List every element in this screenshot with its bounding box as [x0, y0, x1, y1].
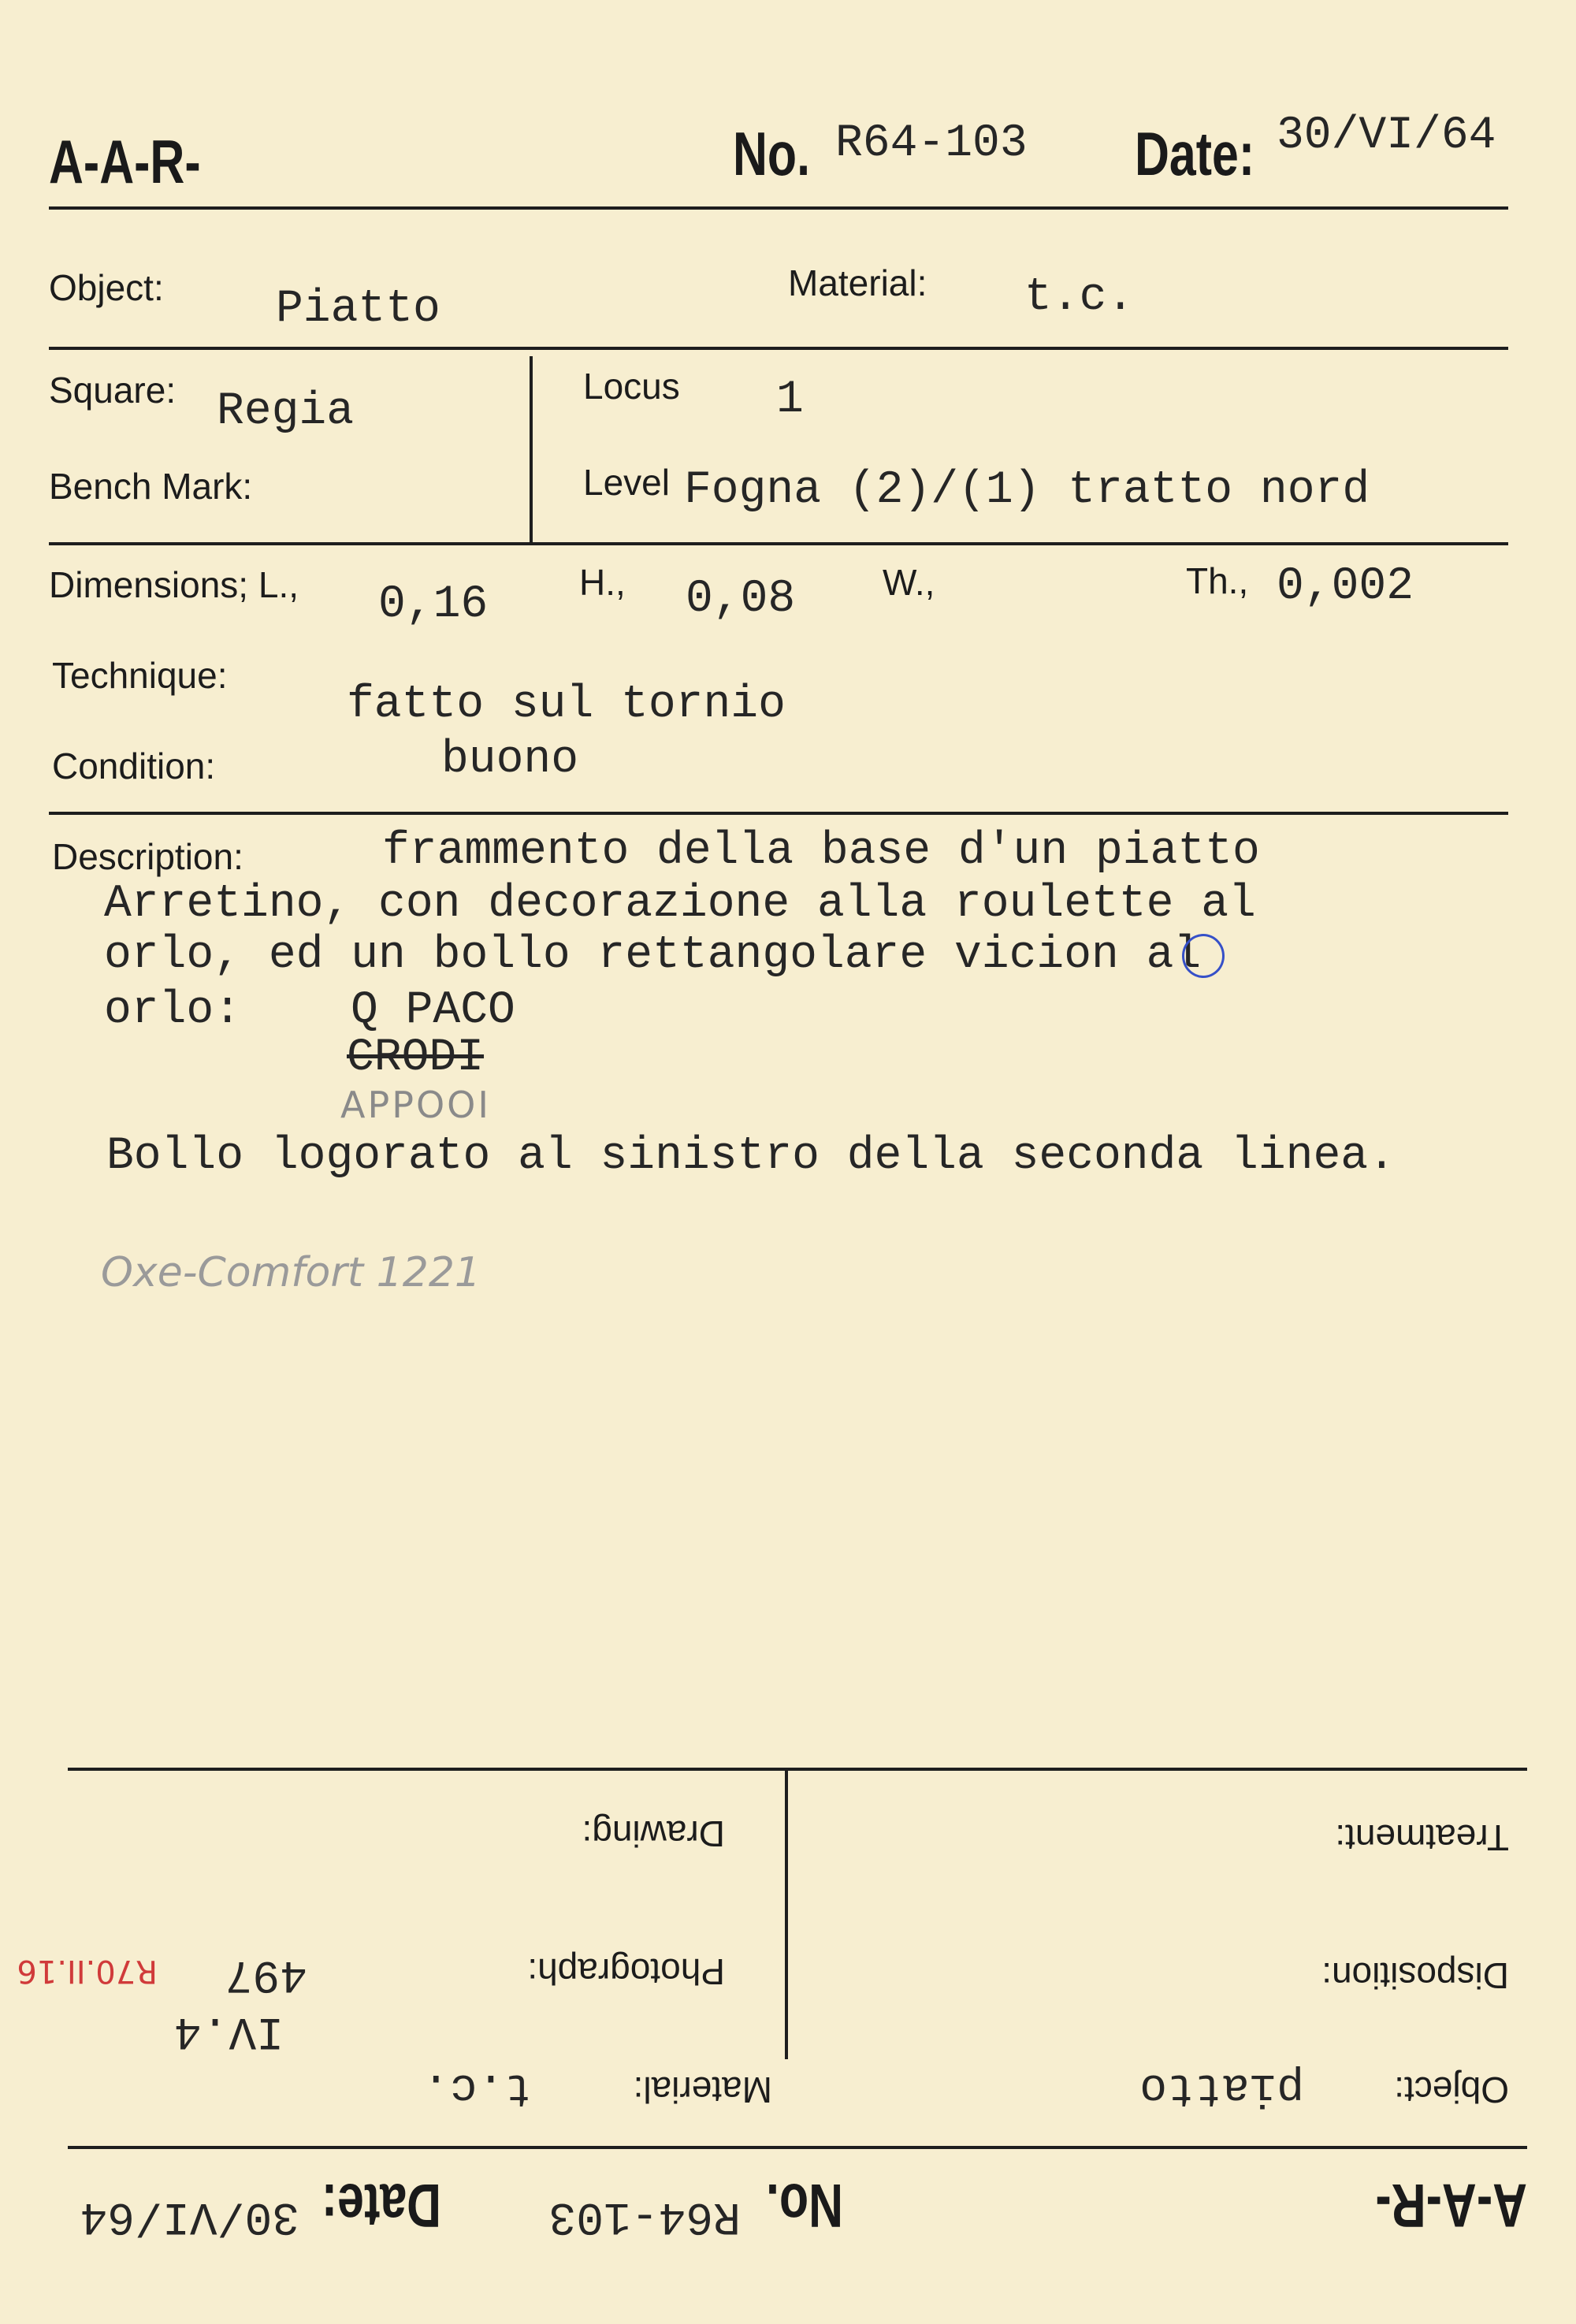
object-label: Object: [49, 267, 164, 308]
description-line: frammento della base d'un piatto [382, 826, 1260, 877]
correction-circle [1182, 934, 1225, 978]
handwritten-note: Oxe-Comfort 1221 [101, 1249, 481, 1296]
divider-line [68, 1768, 1527, 1771]
number-label-rotated: No. [765, 2171, 843, 2240]
height-value: 0,08 [686, 574, 796, 625]
locus-value: 1 [776, 374, 804, 426]
series-code-rotated: A-A-R- [1375, 2171, 1527, 2240]
treatment-label: Treatment: [1335, 1817, 1509, 1858]
material-value-rotated: t.c. [422, 2062, 532, 2113]
drawing-label: Drawing: [582, 1813, 725, 1854]
object-value-rotated: piatto [1139, 2062, 1304, 2113]
series-code: A-A-R- [49, 127, 201, 196]
photograph-reference: IV.4 [173, 2005, 284, 2056]
divider-line [785, 1771, 788, 2059]
rotated-section [0, 1694, 1576, 2324]
material-value: t.c. [1024, 272, 1135, 323]
number-value: R64-103 [835, 118, 1028, 169]
date-value-rotated: 30/VI/64 [80, 2190, 299, 2241]
condition-value: buono [441, 734, 579, 786]
height-label: H., [579, 562, 626, 603]
date-value: 30/VI/64 [1277, 110, 1496, 162]
handwritten-stamp: APPOOI [340, 1084, 491, 1126]
level-value: Fogna (2)/(1) tratto nord [684, 465, 1370, 516]
photograph-label: Photograph: [527, 1951, 725, 1992]
technique-label: Technique: [52, 655, 228, 696]
divider-line [49, 206, 1508, 210]
material-label: Material: [788, 262, 927, 303]
thickness-value: 0,002 [1277, 561, 1414, 612]
bench-mark-label: Bench Mark: [49, 466, 253, 507]
material-label-rotated: Material: [633, 2069, 772, 2110]
description-line: Bollo logorato al sinistro della seconda linea. [106, 1131, 1396, 1182]
divider-line [49, 542, 1508, 545]
width-label: W., [883, 562, 935, 603]
thickness-label: Th., [1186, 560, 1249, 601]
object-label-rotated: Object: [1394, 2069, 1509, 2110]
stamp-line-2: CRODI [347, 1032, 485, 1084]
length-value: 0,16 [378, 579, 489, 630]
description-label: Description: [52, 836, 243, 877]
condition-label: Condition: [52, 746, 216, 786]
dimensions-label: Dimensions; L., [49, 564, 299, 605]
level-label: Level [583, 462, 670, 503]
number-value-rotated: R64-103 [548, 2190, 741, 2241]
description-line: Arretino, con decorazione alla roulette al [104, 879, 1256, 930]
divider-line [49, 347, 1508, 350]
technique-value: fatto sul tornio [347, 679, 786, 731]
description-line: orlo: [104, 985, 242, 1036]
photograph-number: 497 [225, 1948, 307, 1999]
photo-handwritten-note: R70.II.16 [17, 1953, 158, 1989]
square-label: Square: [49, 370, 177, 411]
date-label: Date: [1135, 119, 1255, 188]
locus-label: Locus [583, 366, 680, 407]
stamp-line-1: Q PACO [351, 985, 515, 1036]
square-value: Regia [217, 386, 355, 437]
number-label: No. [733, 119, 811, 188]
divider-line [49, 812, 1508, 815]
description-line: orlo, ed un bollo rettangolare vicion al [104, 930, 1202, 981]
date-label-rotated: Date: [321, 2171, 441, 2240]
divider-line [68, 2146, 1527, 2149]
divider-line [530, 356, 533, 542]
disposition-label: Disposition: [1321, 1955, 1509, 1996]
object-value: Piatto [276, 284, 440, 335]
